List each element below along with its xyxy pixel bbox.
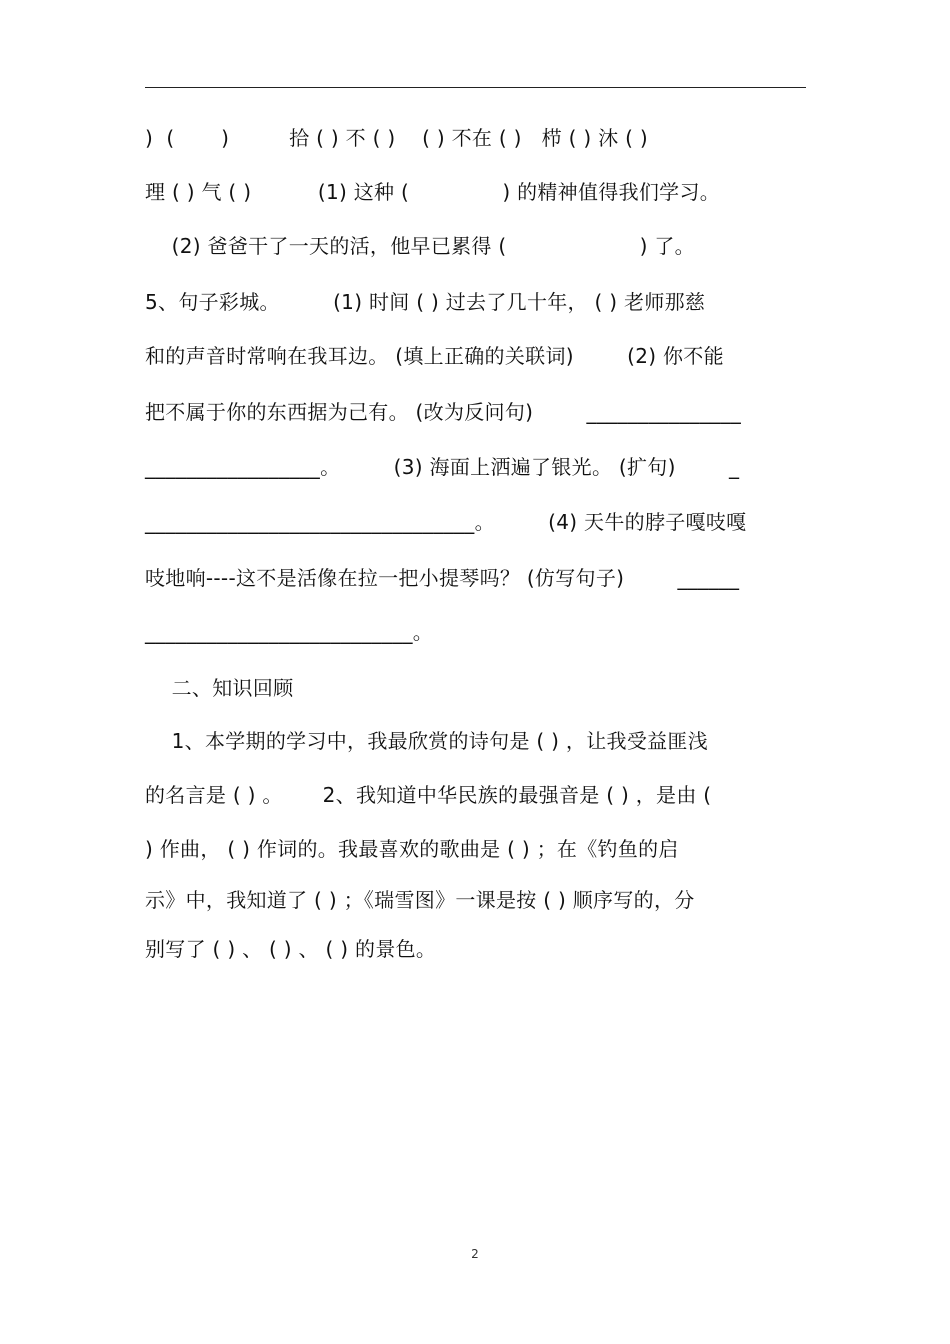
- text-line-2: 理 ( ) 气 ( ) (1) 这种 ( ) 的精神值得我们学习。: [145, 180, 721, 204]
- text-line-3: (2) 爸爸干了一天的活，他早已累得 ( ) 了。: [145, 234, 695, 258]
- text-line-10: __________________________。: [145, 620, 434, 644]
- top-rule: [145, 87, 806, 88]
- text-line-4: 5、句子彩城。 (1) 时间 ( ) 过去了几十年， ( ) 老师那慈: [145, 290, 706, 314]
- text-line-14: ) 作曲， ( ) 作词的。我最喜欢的歌曲是 ( ) ；在《钓鱼的启: [145, 837, 679, 861]
- text-line-12: 1、本学期的学习中，我最欣赏的诗句是 ( ) ，让我受益匪浅: [145, 729, 709, 753]
- text-line-8: ________________________________。 (4) 天牛的脖子嘎吱嘎: [145, 510, 747, 534]
- text-line-9: 吱地响----这不是活像在拉一把小提琴吗？ (仿写句子) ______: [145, 566, 740, 590]
- text-line-15: 示》中，我知道了 ( ) ；《瑞雪图》一课是按 ( ) 顺序写的，分: [145, 888, 695, 912]
- text-line-1: ) ( ) 拾 ( ) 不 ( ) ( ) 不在 ( ) 栉 ( ) 沐 ( ): [145, 126, 648, 150]
- text-line-13: 的名言是 ( ) 。 2、我知道中华民族的最强音是 ( ) ，是由 (: [145, 783, 712, 807]
- text-line-6: 把不属于你的东西据为己有。 (改为反问句) _______________: [145, 400, 742, 424]
- text-line-5: 和的声音时常响在我耳边。 (填上正确的关联词) (2) 你不能: [145, 344, 724, 368]
- section-heading: 二、知识回顾: [145, 676, 294, 700]
- page-number: 2: [471, 1247, 479, 1261]
- text-line-16: 别写了 ( ) 、 ( ) 、 ( ) 的景色。: [145, 937, 437, 961]
- text-line-7: _________________。 (3) 海面上洒遍了银光。 (扩句) _: [145, 455, 740, 479]
